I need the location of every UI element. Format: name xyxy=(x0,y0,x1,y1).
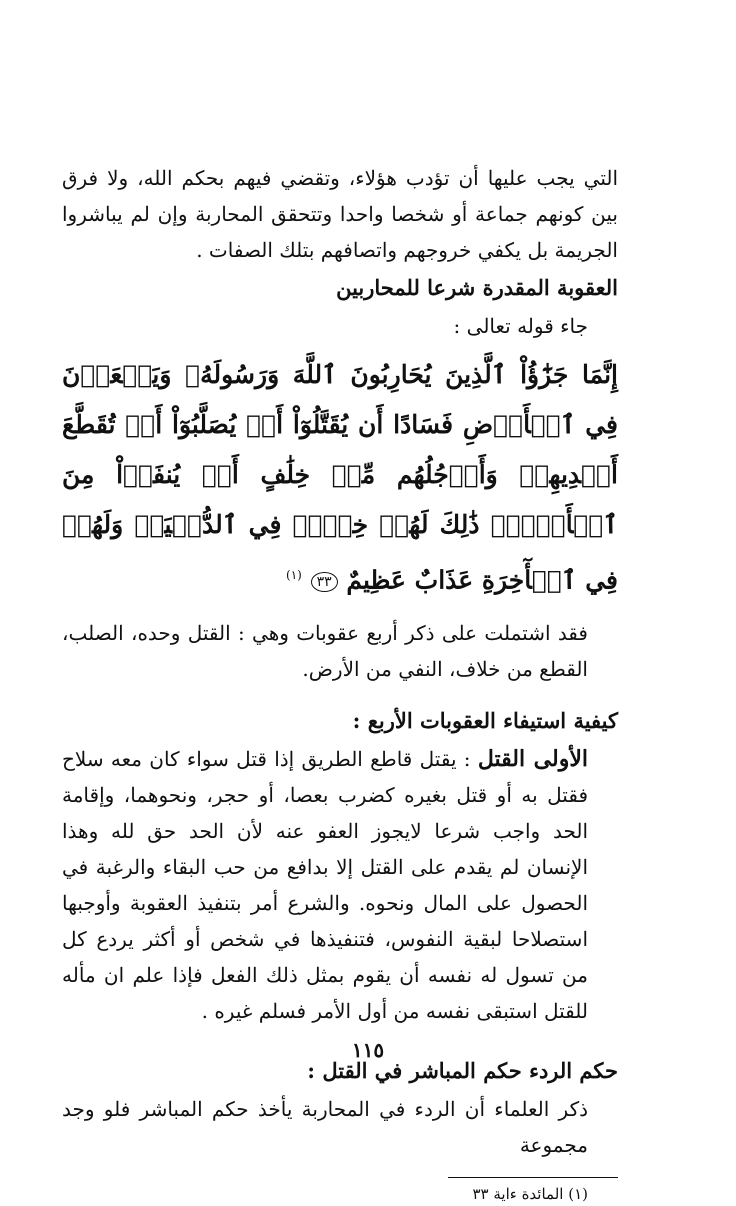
first-punishment-lead: الأولى القتل xyxy=(477,746,588,773)
paragraph-first-punishment xyxy=(62,741,618,1029)
heading-how-punishments: كيفية استيفاء العقوبات الأربع : xyxy=(352,708,618,734)
verse-intro: جاء قوله تعالى : xyxy=(453,314,588,338)
quran-verse xyxy=(62,350,618,605)
verse-text: إِنَّمَا جَزَٰٓؤُاْ ٱلَّذِينَ يُحَارِبُونَ ٱللَّهَ وَرَسُولَهُۥ وَيَسۡعَوۡنَ فِي ٱلۡأَرۡضِ فَسَادًا أَن يُقَتَّلُوٓاْ أَوۡ يُصَلَّبُوٓاْ أَوۡ تُقَطَّعَ أَيۡدِيهِمۡ وَأَرۡجُلُهُم مِّنۡ خِلَٰفٍ أَوۡ يُنفَوۡاْ مِنَ ٱلۡأَرۡضِۚ ذَٰلِكَ لَهُمۡ خِزۡيٞ فِي ٱلدُّنۡيَاۖ وَلَهُمۡ فِي ٱلۡأٓخِرَةِ عَذَابٌ عَظِيمٌ xyxy=(62,360,618,595)
footnote: (١) المائدة ءاية ٣٣ xyxy=(472,1185,588,1204)
paragraph-intro: التي يجب عليها أن تؤدب هؤلاء، وتقضي فيهم بحكم الله، ولا فرق بين كونهم جماعة أو شخصا واحدا وتتحقق المحاربة وإن لم يباشروا الجريمة بل يكفي خروجهم واتصافهم بتلك الصفات . xyxy=(62,166,618,262)
heading-accomplice-rule: حكم الردء حكم المباشر في القتل : xyxy=(307,1058,618,1084)
ayah-number-mark: ٣٣ xyxy=(311,572,338,592)
paragraph-four-punishments: فقد اشتملت على ذكر أربع عقوبات وهي : القتل وحده، الصلب، القطع من خلاف، النفي من الأرض. xyxy=(62,621,588,682)
page-number: ١١٥ xyxy=(351,1038,385,1062)
footnote-reference: (١) xyxy=(286,568,302,582)
paragraph-accomplice: ذكر العلماء أن الردء في المحاربة يأخذ حكم المباشر فلو وجد مجموعة xyxy=(62,1097,588,1158)
first-punishment-text: : يقتل قاطع الطريق إذا قتل سواء كان معه سلاح فقتل به أو قتل بغيره كضرب بعصا، أو حجر، ونحوهما، وإقامة الحد واجب شرعا لايجوز العفو عنه لأن الحد حق لله وهذا الإنسان لم يقدم على القتل إلا بدافع من حب البقاء والرغبة في الحصول على المال ونحوه. والشرع أمر بتنفيذ العقوبة وأوجبها استصلاحا لبقية النفوس، فتنفيذها في شخص أو أكثر يردع كل من تسول له نفسه أن يقوم بمثل ذلك الفعل فإذا علم ان مأله للقتل استبقى نفسه من أول الأمر فسلم غيره . xyxy=(62,747,588,1024)
footnote-divider xyxy=(448,1177,618,1178)
heading-punishment: العقوبة المقدرة شرعا للمحاربين xyxy=(336,275,618,300)
